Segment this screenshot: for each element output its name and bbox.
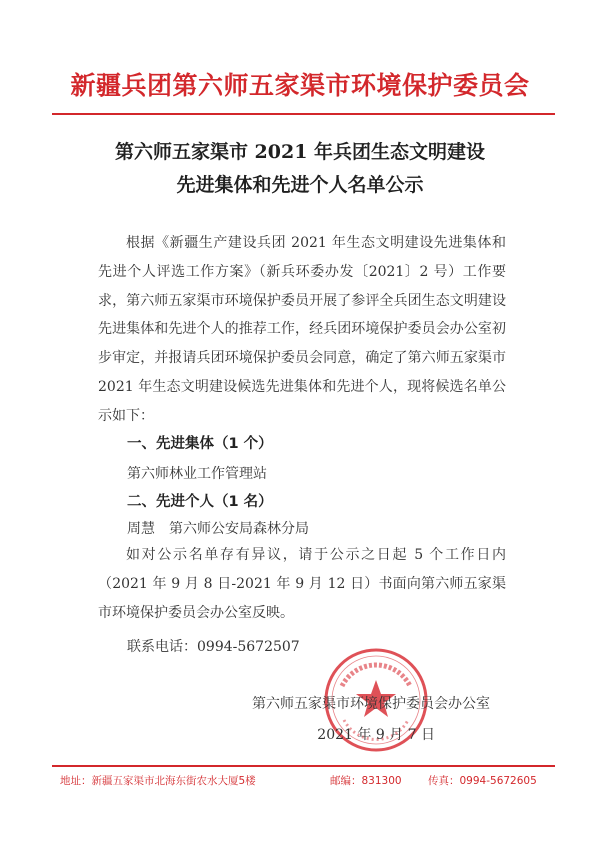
footer-postcode: 邮编：831300	[330, 775, 402, 787]
objection-paragraph: 如对公示名单存有异议，请于公示之日起 5 个工作日内（2021 年 9 月 8 日-2021 年 9 月 12 日）书面向第六师五家渠市环境保护委员会办公室反映。	[98, 547, 506, 621]
title-line-2: 先进集体和先进个人名单公示	[176, 174, 424, 196]
header-divider	[52, 113, 555, 115]
letterhead: 新疆兵团第六师五家渠市环境保护委员会	[70, 71, 530, 100]
intro-paragraph: 根据《新疆生产建设兵团 2021 年生态文明建设先进集体和先进个人评选工作方案》（新兵环委办发〔2021〕2 号）工作要求，第六师五家渠市环境保护委员开展了参评全兵团生态文明建设先进集体和先进个人的推荐工作，经兵团环境保护委员会办公室初步审定，并报请兵团环境保护委员会同意，确定了第六师五家渠市 2021 年生态文明建设候选先进集体和先进个人，现将候选名单公示如下：	[98, 235, 506, 424]
individual-item: 周慧 第六师公安局森林分局	[127, 521, 309, 537]
footer-fax: 传真：0994-5672605	[428, 775, 537, 787]
signature-office: 第六师五家渠市环境保护委员会办公室	[252, 696, 490, 712]
footer-divider	[52, 765, 555, 767]
contact-phone: 联系电话：0994-5672507	[127, 639, 300, 655]
collective-item: 第六师林业工作管理站	[127, 466, 267, 482]
title-line-1: 第六师五家渠市 2021 年兵团生态文明建设	[114, 141, 486, 163]
section-heading-individual: 二、先进个人（1 名）	[127, 494, 273, 510]
section-heading-collective: 一、先进集体（1 个）	[127, 436, 273, 452]
footer-address: 地址：新疆五家渠市北海东街农水大厦5楼	[60, 775, 256, 787]
signature-date: 2021 年 9 月 7 日	[317, 727, 435, 743]
